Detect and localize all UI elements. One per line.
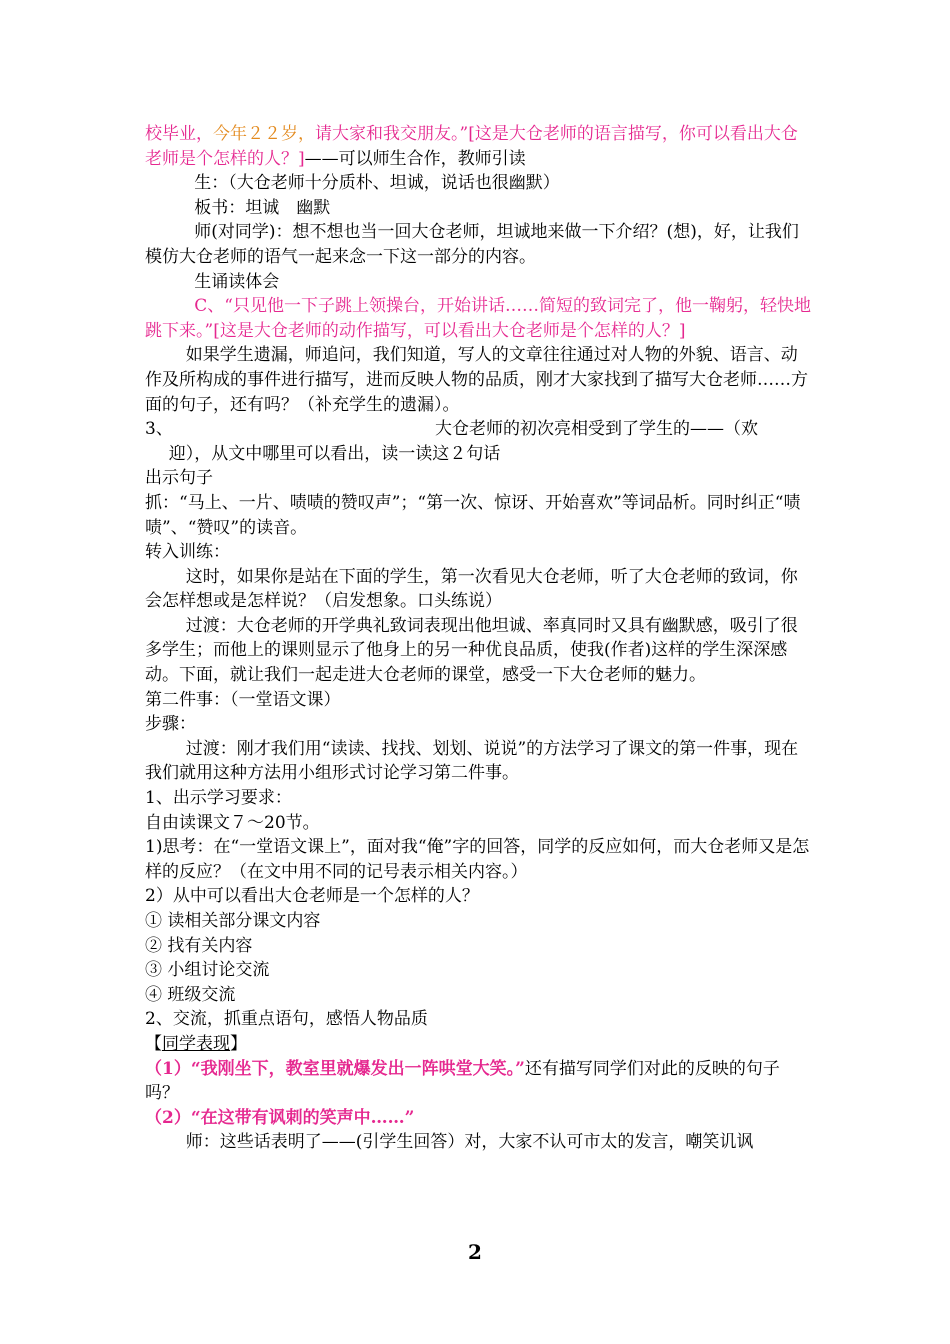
paragraph-3: 板书：坦诚 幽默 — [194, 197, 331, 218]
paragraph-14: 第二件事：（一堂语文课） — [145, 689, 341, 710]
bracket-open: 【 — [145, 1033, 162, 1054]
paragraph-19: 1)思考：在“一堂语文课上”，面对我“俺”字的回答，同学的反应如何，而大仓老师又是怎样的反应？（在文中用不同的记号表示相关内容。） — [145, 837, 810, 882]
bracket-close: 】 — [230, 1033, 247, 1054]
paragraph-4 — [145, 220, 811, 269]
paragraph-6 — [145, 294, 811, 343]
text-pink: 请大家和我交朋友。”[这是大仓老师的语言描写，你可以看出大仓老师是个怎样的人？] — [145, 124, 798, 169]
paragraph-8-text: 大仓老师的初次亮相受到了学生的——（欢 — [435, 419, 758, 440]
paragraph-6-text: C、“只见他一下子跳上领操台，开始讲话……简短的致词完了，他一鞠躬，轻快地跳下来。”[这是大仓老师的动作描写，可以看出大仓老师是个怎样的人？] — [145, 296, 811, 341]
section-heading-text: 同学表现 — [162, 1033, 230, 1054]
paragraph-25: 2、交流，抓重点语句，感悟人物品质 — [145, 1009, 428, 1030]
text-plain: ——可以师生合作，教师引读 — [304, 148, 526, 169]
section-heading — [145, 1032, 811, 1057]
paragraph-16-text: 过渡：刚才我们用“读读、找找、划划、说说”的方法学习了课文的第一件事，现在我们就用这种方法用小组形式讨论学习第二件事。 — [145, 738, 799, 784]
paragraph-18: 自由读课文７～20节。 — [145, 812, 320, 833]
paragraph-4-text: 师(对同学)：想不想也当一回大仓老师，坦诚地来做一下介绍？(想)，好，让我们模仿大仓老师的语气一起来念一下这一部分的内容。 — [145, 222, 799, 267]
paragraph-7-text: 如果学生遗漏，师追问，我们知道，写人的文章往往通过对人物的外貌、语言、动作及所构成的事件进行描写，进而反映人物的品质，刚才大家找到了描写大仓老师……方面的句子，还有吗？（补充学生的遗漏）。 — [145, 345, 808, 415]
list-item-2: ② 找有关内容 — [145, 935, 253, 956]
paragraph-12 — [145, 565, 811, 614]
list-item-3: ③ 小组讨论交流 — [145, 960, 270, 981]
paragraph-9: 出示句子 — [145, 468, 213, 489]
paragraph-2: 生：（大仓老师十分质朴、坦诚，说话也很幽默） — [194, 173, 560, 194]
paragraph-13 — [145, 614, 811, 688]
document-body — [145, 122, 811, 1155]
paragraph-8-row — [145, 417, 811, 442]
paragraph-5: 生诵读体会 — [194, 271, 280, 292]
paragraph-11: 转入训练： — [145, 542, 230, 563]
page-number: 2 — [468, 1240, 482, 1264]
paragraph-16 — [145, 737, 811, 786]
paragraph-8-cont: 迎），从文中哪里可以看出，读一读这２句话 — [168, 443, 501, 464]
list-item-4: ④ 班级交流 — [145, 984, 236, 1005]
list-item-1: ① 读相关部分课文内容 — [145, 911, 321, 931]
paragraph-27-text: 还有描写同学们对此的反映的句子吗？ — [145, 1058, 780, 1104]
text-pink: 校毕业， — [145, 124, 213, 144]
paragraph-29-text: 师：这些话表明了——(引学生回答）对，大家不认可市太的发言，嘲笑讥讽 — [185, 1132, 754, 1153]
paragraph-20: 2）从中可以看出大仓老师是一个怎样的人？ — [145, 886, 479, 907]
quote-highlight: （1）“我刚坐下，教室里就爆发出一阵哄堂大笑。” — [145, 1058, 525, 1079]
paragraph-15: 步骤： — [145, 714, 196, 735]
paragraph-29 — [145, 1130, 811, 1155]
list-number: 3、 — [145, 419, 173, 440]
paragraph-1 — [145, 122, 811, 171]
paragraph-7 — [145, 343, 811, 417]
paragraph-17: 1、出示学习要求： — [145, 788, 292, 809]
paragraph-27 — [145, 1057, 811, 1106]
text-orange: 今年２２岁， — [213, 124, 315, 144]
paragraph-10: 抓：“马上、一片、啧啧的赞叹声”；“第一次、惊讶、开始喜欢”等词品析。同时纠正“啧啧”、“赞叹”的读音。 — [145, 492, 801, 538]
paragraph-28: （2）“在这带有讽刺的笑声中……” — [145, 1107, 415, 1128]
paragraph-12-text: 这时，如果你是站在下面的学生，第一次看见大仓老师，听了大仓老师的致词，你会怎样想或是怎样说？（启发想象。口头练说） — [145, 566, 798, 612]
paragraph-13-text: 过渡：大仓老师的开学典礼致词表现出他坦诚、率真同时又具有幽默感，吸引了很多学生；而他上的课则显示了他身上的另一种优良品质，使我(作者)这样的学生深深感动。下面，就让我们一起走进大仓老师的课堂，感受一下大仓老师的魅力。 — [145, 615, 798, 686]
